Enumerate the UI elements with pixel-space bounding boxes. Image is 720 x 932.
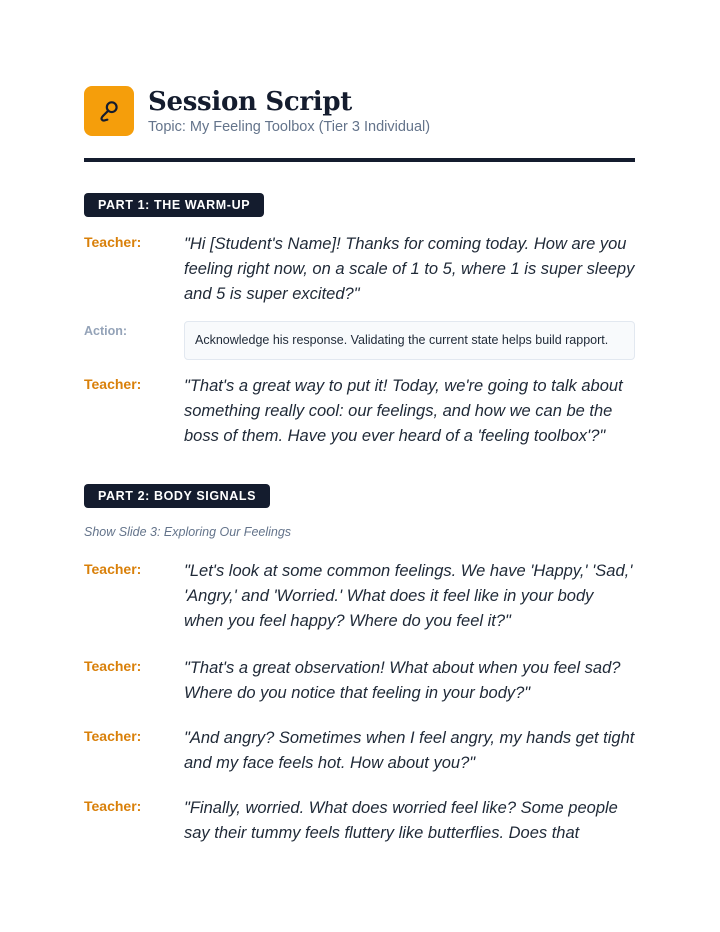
dialogue-row <box>84 796 635 846</box>
microphone-icon <box>84 86 134 136</box>
dialogue-row <box>84 559 635 634</box>
action-label: Action: <box>84 324 128 338</box>
section-badge: PART 2: BODY SIGNALS <box>84 484 270 508</box>
title-block <box>148 87 430 136</box>
section-part-1 <box>84 193 635 449</box>
page-subtitle: Topic: My Feeling Toolbox (Tier 3 Individual) <box>148 118 431 135</box>
page-title: Session Script <box>148 86 352 117</box>
section-badge: PART 1: THE WARM-UP <box>84 193 264 217</box>
speaker-label: Teacher: <box>84 658 142 674</box>
dialogue-row <box>84 656 635 706</box>
section-part-2 <box>84 484 635 846</box>
teacher-line: "And angry? Sometimes when I feel angry, my hands get tight and my face feels hot. How about you?" <box>184 729 635 772</box>
teacher-line: "That's a great way to put it! Today, we're going to talk about something really cool: our feelings, and how we can be the boss of them. Have you ever heard of a 'feeling toolbox'?" <box>184 377 623 445</box>
dialogue-row <box>84 726 635 776</box>
speaker-label: Teacher: <box>84 376 142 392</box>
teacher-line: "Finally, worried. What does worried feel like? Some people say their tummy feels fluttery like butterflies. Does that <box>184 799 618 842</box>
dialogue-row <box>84 232 635 307</box>
header-divider <box>84 158 635 162</box>
action-note: Acknowledge his response. Validating the current state helps build rapport. <box>184 321 635 360</box>
teacher-line: "That's a great observation! What about when you feel sad? Where do you notice that feeling in your body?" <box>184 659 621 702</box>
teacher-line: "Let's look at some common feelings. We have 'Happy,' 'Sad,' 'Angry,' and 'Worried.' What does it feel like in your body when you feel happy? Where do you feel it?" <box>184 562 633 630</box>
speaker-label: Teacher: <box>84 561 142 577</box>
session-script-page <box>84 86 635 846</box>
speaker-label: Teacher: <box>84 234 142 250</box>
action-row <box>84 321 635 360</box>
header <box>84 86 635 136</box>
teacher-line: "Hi [Student's Name]! Thanks for coming today. How are you feeling right now, on a scale of 1 to 5, where 1 is super sleepy and 5 is super excited?" <box>184 235 635 303</box>
dialogue-row <box>84 374 635 449</box>
speaker-label: Teacher: <box>84 798 142 814</box>
speaker-label: Teacher: <box>84 728 142 744</box>
slide-note: Show Slide 3: Exploring Our Feelings <box>84 525 292 539</box>
